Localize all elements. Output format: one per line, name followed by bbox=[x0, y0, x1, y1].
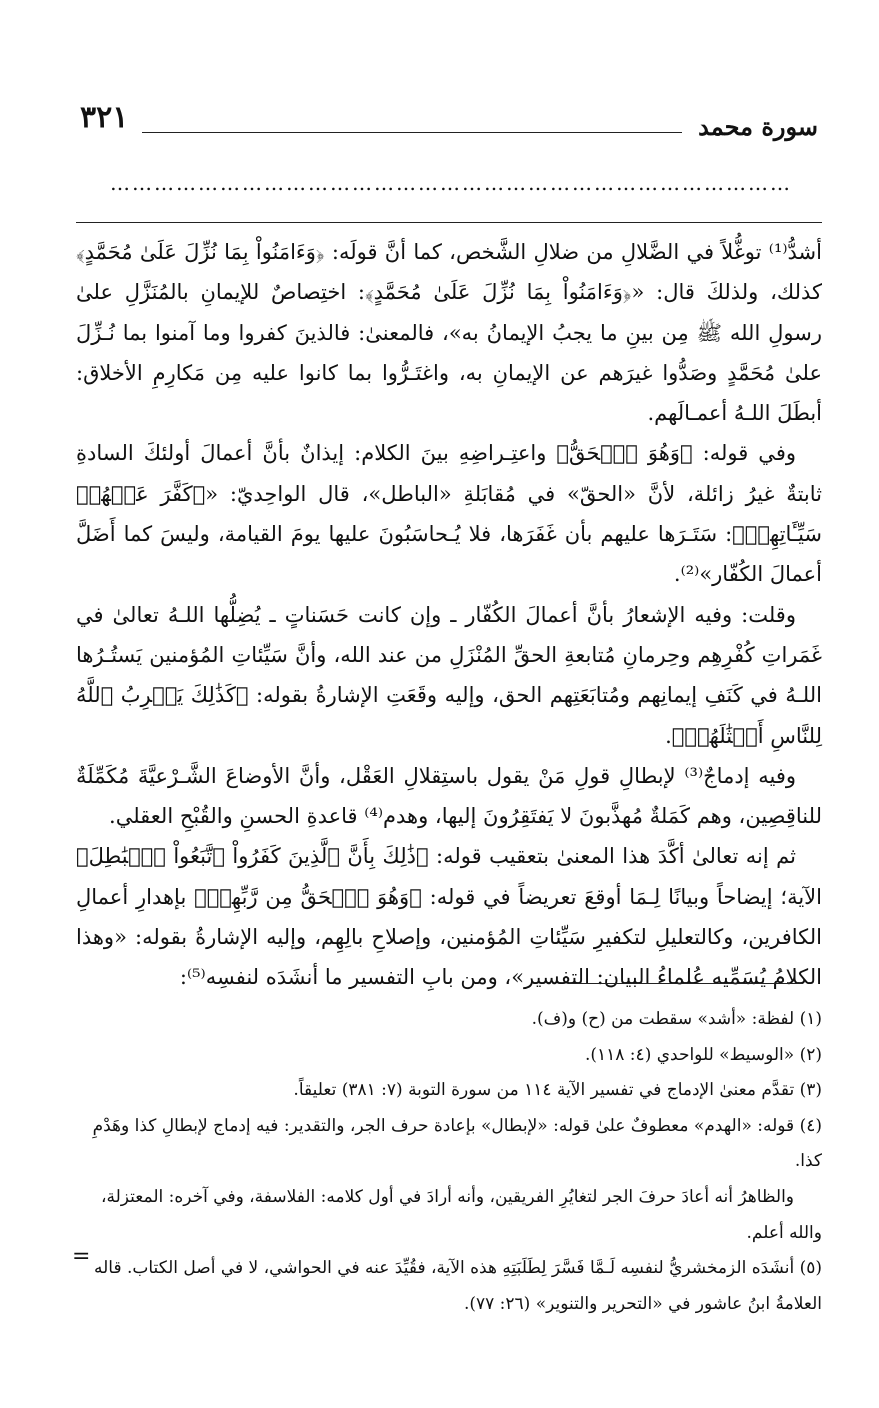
footnote: (٥) أنشَدَه الزمخشريُّ لنفسِه لَـمَّا فَسَّرَ لِطَلَبَتِهِ هذه الآية، فقُيِّدَ عنه في الحواشي، لا في أصل الكتاب. قاله العلامةُ ابنُ عاشور في «التحرير والتنوير» (٢٦: ٧٧). bbox=[93, 1258, 822, 1314]
footnotes bbox=[76, 1002, 822, 1322]
paragraph: ثم إنه تعالىٰ أكَّدَ هذا المعنىٰ بتعقيب قوله: ﴿ذَٰلِكَ بِأَنَّ ٱلَّذِينَ كَفَرُواْ ٱتَّبَعُواْ ٱلۡبَٰطِلَ﴾ الآية؛ إيضاحاً وبيانًا لِـمَا أوقعَ تعريضاً في قوله: ﴿وَهُوَ ٱلۡحَقُّ مِن رَّبِّهِمۡ﴾ بإهدارِ أعمالِ الكافرين، وكالتعليلِ لتكفيرِ سَيِّئاتِ المُؤمنين، وإصلاحِ بالِهِم، وإليه الإشارةُ بقوله: «وهذا الكلامُ يُسَمِّيه عُلماءُ البيان: التفسير»، ومن بابِ التفسير ما أنشَدَه لنفسِه⁽⁵⁾: bbox=[76, 844, 822, 990]
footnote: (٤) قوله: «الهدم» معطوفٌ علىٰ قوله: «لإبطال» بإعادة حرف الجر، والتقدير: فيه إدماج لإبطالِ كذا وهَدْمِ كذا. bbox=[92, 1115, 822, 1172]
paragraph: وفي قوله: ﴿وَهُوَ ٱلۡحَقُّ﴾ واعتِـراضِهِ بينَ الكلام: إيذانٌ بأنَّ أعمالَ أولئكَ السادةِ ثابتةٌ غيرُ زائلة، لأنَّ «الحقّ» في مُقابَلةِ «الباطل»، قال الواحِديّ: «﴿كَفَّرَ عَنۡهُمۡ سَيِّـَٔاتِهِمۡ﴾: سَتَـرَها عليهم بأن غَفَرَها، فلا يُـحاسَبُونَ عليها يومَ القيامة، وليسَ كما أَضَلَّ أعمالَ الكُفّار»⁽²⁾. bbox=[76, 441, 822, 587]
text-top-rule bbox=[76, 222, 822, 223]
footnote: (١) لفظة: «أشد» سقطت من (ح) و(ف). bbox=[531, 1009, 822, 1029]
paragraph: وقلت: وفيه الإشعارُ بأنَّ أعمالَ الكُفّار ـ وإن كانت حَسَناتٍ ـ يُضِلُّها اللـهُ تعالىٰ في غَمَراتِ كُفْرِهِم وحِرمانِ مُتابعةِ الحقِّ المُنْزَلِ من عند الله، وأنَّ سَيِّئاتِ المُؤمنين يَستُـرُها اللـهُ في كَنَفِ إيمانِهم ومُتابَعَتِهم الحق، وإليه وقَعَتِ الإشارةُ بقوله: ﴿كَذَٰلِكَ يَضۡرِبُ ٱللَّهُ لِلنَّاسِ أَمۡثَٰلَهُمۡ﴾. bbox=[76, 602, 822, 748]
footnote-continuation: والظاهرُ أنه أعادَ حرفَ الجر لتغايُرِ الفريقين، وأنه أرادَ في أول كلامه: الفلاسفة، وفي آخره: المعتزلة، والله أعلم. bbox=[101, 1186, 822, 1243]
footnote: (٣) تقدَّم معنىٰ الإدماج في تفسير الآية ١١٤ من سورة التوبة (٧: ٣٨١) تعليقاً. bbox=[293, 1080, 822, 1101]
footnote: (٢) «الوسيط» للواحدي (٤: ١١٨). bbox=[584, 1044, 822, 1065]
header-rule bbox=[142, 132, 682, 133]
footnote-separator bbox=[568, 983, 803, 984]
separator-dots: ………………………………………………………………………………… bbox=[110, 171, 792, 195]
main-text bbox=[76, 232, 822, 998]
paragraph: وفيه إدماجٌ⁽³⁾ لإبطالِ قولِ مَنْ يقول باستِقلالِ العَقْل، وأنَّ الأوضاعَ الشَّـرْعيَّةَ مُكَمِّلَةٌ للناقِصِين، وهم كَمَلةٌ مُهذَّبونَ لا يَفتَقِرُونَ إليها، وهدم⁽⁴⁾ قاعدةِ الحسنِ والقُبْحِ العقلي. bbox=[76, 763, 822, 829]
running-title: سورة محمد bbox=[698, 112, 818, 141]
page-number: ٣٢١ bbox=[80, 100, 129, 135]
continuation-mark: = bbox=[72, 1244, 91, 1269]
paragraph: أشدُّ⁽¹⁾ توغُّلاً في الضَّلالِ من ضلالِ الشَّخص، كما أنَّ قولَه: ﴿وَءَامَنُواْ بِمَا نُزِّلَ عَلَىٰ مُحَمَّدٍ﴾ كذلك، ولذلكَ قال: «﴿وَءَامَنُواْ بِمَا نُزِّلَ عَلَىٰ مُحَمَّدٍ﴾: اختِصاصٌ للإيمانِ بالمُنَزَّلِ علىٰ رسولِ الله ﷺ مِن بينِ ما يجبُ الإيمانُ به»، فالمعنىٰ: فالذينَ كفروا وما آمنوا بما نُـزِّلَ علىٰ مُحَمَّدٍ وصَدُّوا غيرَهم عن الإيمانِ به، واغتَـرُّوا بما كانوا عليه مِن مَكارِمِ الأخلاق: أبطَلَ اللـهُ أعمـالَهم. bbox=[76, 240, 822, 426]
page-header bbox=[80, 100, 818, 150]
